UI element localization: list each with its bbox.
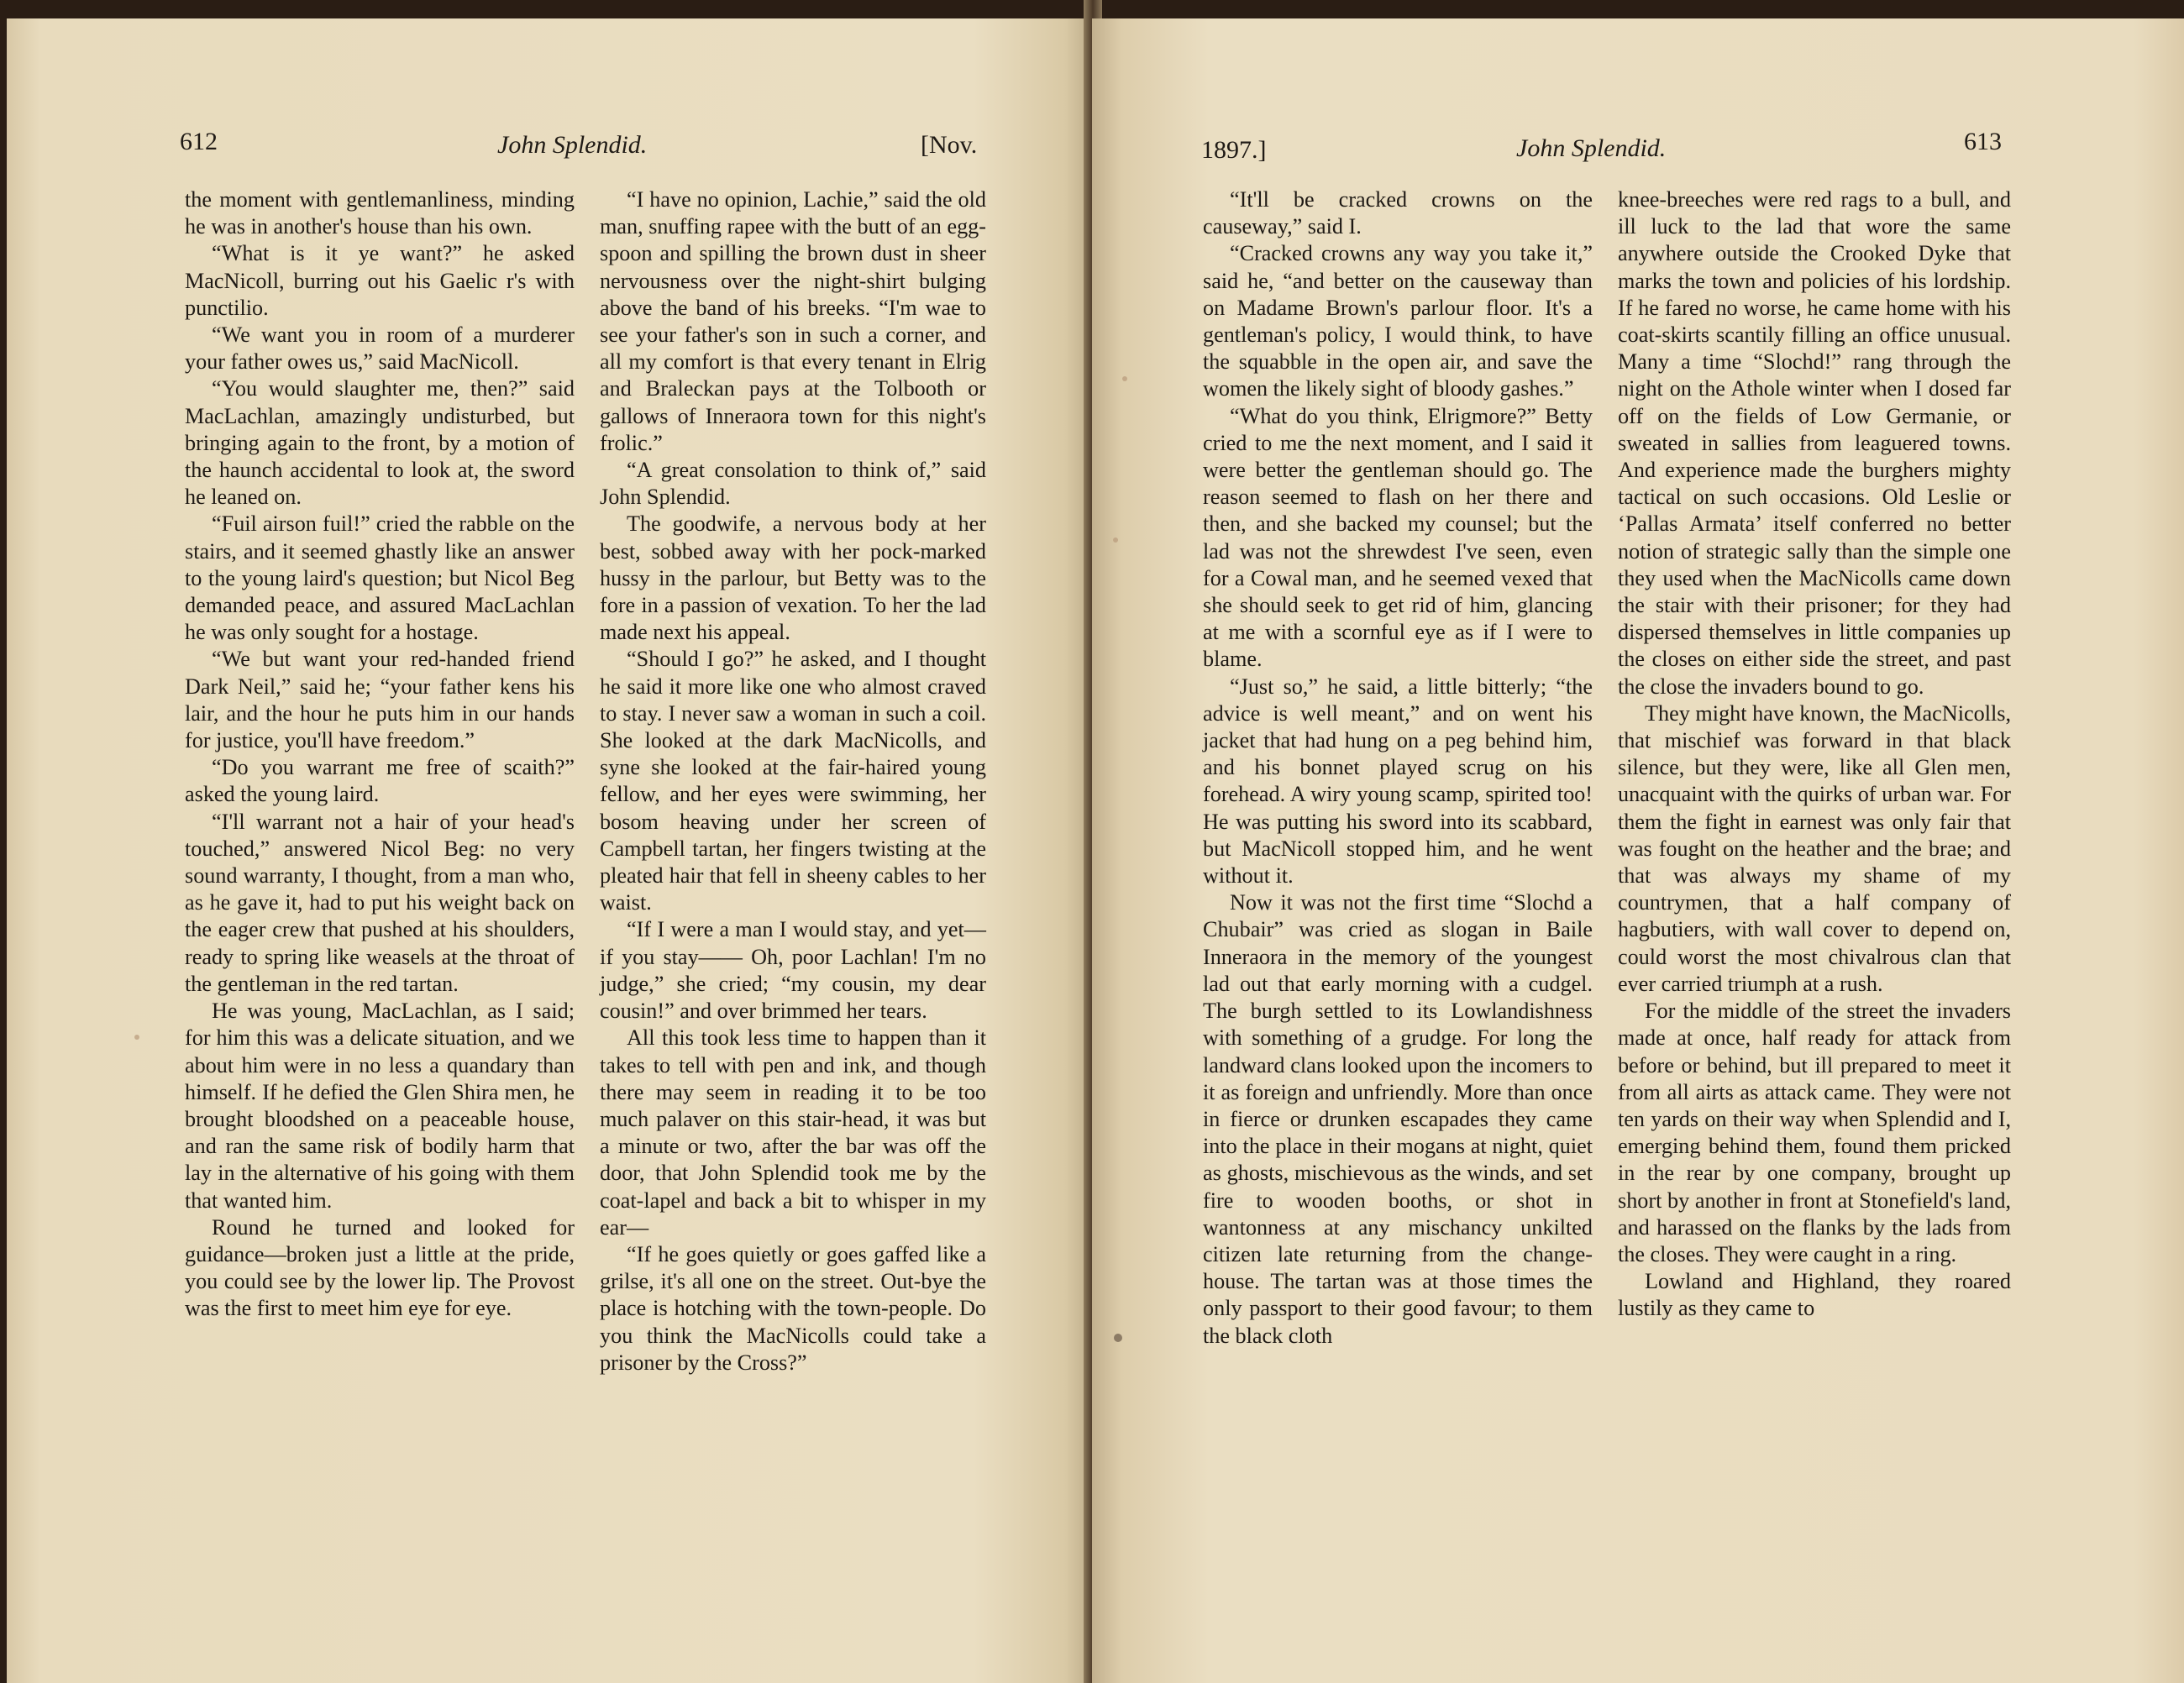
- paragraph: “If I were a man I would stay, and yet—if you stay—— Oh, poor Lachlan! I'm no judge,” she cried; “my cousin, my dear cousin!” and over brimmed her tears.: [600, 917, 986, 1024]
- paragraph: “It'll be cracked crowns on the causeway,” said I.: [1203, 187, 1593, 239]
- paragraph: Round he turned and looked for guidance—broken just a little at the pride, you could see by the lower lip. The Provost was the first to meet him eye for eye.: [185, 1214, 575, 1321]
- paragraph: “We want you in room of a murderer your father owes us,” said MacNicoll.: [185, 322, 575, 375]
- paragraph: “Do you warrant me free of scaith?” asked the young laird.: [185, 755, 575, 807]
- left-page-header: [7, 128, 1090, 170]
- paragraph: “I'll warrant not a hair of your head's touched,” answered Nicol Beg: no very sound warranty, I thought, from a man who, as he gave it, had to put his weight back on the eager crew that pushed at his shoulders, ready to spring like weasels at the throat of the gentleman in the red tartan.: [185, 809, 575, 996]
- page-number-right: 613: [1964, 128, 2002, 155]
- section-mark-left: [Nov.: [921, 131, 978, 159]
- left-page: [7, 18, 1090, 1683]
- paragraph: “Fuil airson fuil!” cried the rabble on the stairs, and it seemed ghastly like an answer to the young laird's question; but Nicol Beg demanded peace, and assured MacLachlan he was only sought for a hostage.: [185, 511, 575, 645]
- right-column-1: [1203, 186, 1593, 1350]
- paragraph: knee-breeches were red rags to a bull, and ill luck to the lad that wore the same anywhere outside the Crooked Dyke that marks the town and policies of his lordship. If he fared no worse, he came home with his coat-skirts scantily filling an office unusual. Many a time “Slochd!” rang through the night on the Athole winter when I dosed far off on the fields of Low Germanie, or sweated in sallies from leaguered towns. And experience made the burghers mighty tactical on such occasions. Old Leslie or ‘Pallas Armata’ itself conferred no better notion of strategic sally than the simple one they used when the MacNicolls came down the stair with their prisoner; for they had dispersed themselves in little companies up the closes on either side the street, and past the close the invaders bound to go.: [1618, 187, 2011, 699]
- paragraph: “Just so,” he said, a little bitterly; “the advice is well meant,” and on went his jacket that had hung on a peg behind him, and his bonnet played scrug on his forehead. A wiry young scamp, spirited too! He was putting his sword into its scabbard, but MacNicoll stopped him, and he went without it.: [1203, 674, 1593, 889]
- page-number-left: 612: [180, 128, 218, 155]
- section-mark-right: 1897.]: [1201, 136, 1267, 164]
- paragraph: “Cracked crowns any way you take it,” said he, “and better on the causeway than on Madame Brown's parlour floor. It's a gentleman's policy, I would think, to have the squabble in the open air, and save the women the likely sight of bloody gashes.”: [1203, 241, 1593, 401]
- paragraph: For the middle of the street the invaders made at once, half ready for attack from before or behind, but ill prepared to meet it from all airts as attack came. They were not ten yards on their way when Splendid and I, emerging behind them, found them pricked in the rear by one company, brought up short by another in front at Stonefield's land, and harassed on the flanks by the lads from the closes. They were caught in a ring.: [1618, 999, 2011, 1266]
- paper-fleck: [1122, 376, 1127, 381]
- paragraph: “Should I go?” he asked, and I thought he said it more like one who almost craved to stay. I never saw a woman in such a coil. She looked at the dark MacNicolls, and syne she looked at the fair-haired young fellow, and her eyes were swimming, her bosom heaving under her screen of Campbell tartan, her fingers twisting at the pleated hair that fell in sheeny cables to her waist.: [600, 647, 986, 915]
- paragraph: “What do you think, Elrigmore?” Betty cried to me the next moment, and I said it were better the gentleman should go. The reason seemed to flash on her there and then, and she backed my counsel; but the lad was not the shrewdest I've seen, even for a Cowal man, and he seemed vexed that she should seek to get rid of him, glancing at me with a scornful eye as if I were to blame.: [1203, 403, 1593, 672]
- paragraph: He was young, MacLachlan, as I said; for him this was a delicate situation, and we about him were in no less a quandary than himself. If he defied the Glen Shira men, he brought bloodshed on a peaceable house, and ran the same risk of bodily harm that lay in the alternative of his going with them that wanted him.: [185, 999, 575, 1213]
- paragraph: the moment with gentlemanliness, minding he was in another's house than his own.: [185, 187, 575, 239]
- right-page-header: [1092, 128, 2184, 170]
- paragraph: “If he goes quietly or goes gaffed like a grilse, it's all one on the street. Out-bye the place is hotching with the town-people. Do you think the MacNicolls could take a prisoner by the Cross?”: [600, 1241, 986, 1375]
- paragraph: “You would slaughter me, then?” said MacLachlan, amazingly undisturbed, but bringing again to the front, by a motion of the haunch accidental to look at, the sword he leaned on.: [185, 376, 575, 510]
- left-column-2: [600, 186, 986, 1376]
- paragraph: They might have known, the MacNicolls, that mischief was forward in that black silence, but they were, like all Glen men, unacquaint with the quirks of urban war. For them the fight in earnest was only fair that was fought on the heather and the brae; and that was always my shame of my countrymen, that a half company of hagbutiers, with wall cover to depend on, could worst the most chivalrous clan that ever carried triumph at a rush.: [1618, 700, 2011, 996]
- running-title-right: John Splendid.: [1516, 134, 1667, 162]
- running-title-left: John Splendid.: [497, 131, 648, 159]
- paragraph: “I have no opinion, Lachie,” said the old man, snuffing rapee with the butt of an egg-spoon and spilling the brown dust in sheer nervousness over the night-shirt bulging above the band of his breeks. “I'm wae to see your father's son in such a corner, and all my comfort is that every tenant in Elrig and Braleckan pays at the Tolbooth or gallows of Inneraora town for this night's frolic.”: [600, 187, 986, 455]
- paragraph: “What is it ye want?” he asked MacNicoll, burring out his Gaelic r's with punctilio.: [185, 241, 575, 320]
- paragraph: The goodwife, a nervous body at her best, sobbed away with her pock-marked hussy in the parlour, but Betty was to the fore in a passion of vexation. To her the lad made next his appeal.: [600, 511, 986, 645]
- paper-fleck: [134, 1035, 139, 1040]
- right-column-2: [1618, 186, 2011, 1323]
- paragraph: “A great consolation to think of,” said John Splendid.: [600, 458, 986, 510]
- paragraph: Now it was not the first time “Slochd a Chubair” was cried as slogan in Baile Inneraora in the memory of the youngest lad out that early morning with a cudgel. The burgh settled to its Lowlandishness with something of a grudge. For long the landward clans looked upon the incomers to it as foreign and unfriendly. More than once in fierce or drunken escapades they came into the place in their mogans at night, quiet as ghosts, mischievous as the winds, and set fire to wooden booths, or shot in wantonness at any mischancy unkilted citizen late returning from the change-house. The tartan was at those times the only passport to their good favour; to them the black cloth: [1203, 890, 1593, 1348]
- right-page: [1092, 18, 2184, 1683]
- paragraph: Lowland and Highland, they roared lustily as they came to: [1618, 1269, 2011, 1321]
- left-column-1: [185, 186, 575, 1323]
- paragraph: “We but want your red-handed friend Dark Neil,” said he; “your father kens his lair, and the hour he puts him in our hands for justice, you'll have freedom.”: [185, 647, 575, 753]
- paper-fleck: [1114, 1334, 1122, 1342]
- paragraph: All this took less time to happen than it takes to tell with pen and ink, and though there may seem in reading it to be too much palaver on this stair-head, it was but a minute or two, after the bar was off the door, that John Splendid took me by the coat-lapel and back a bit to whisper in my ear—: [600, 1025, 986, 1240]
- paper-fleck: [1113, 537, 1118, 543]
